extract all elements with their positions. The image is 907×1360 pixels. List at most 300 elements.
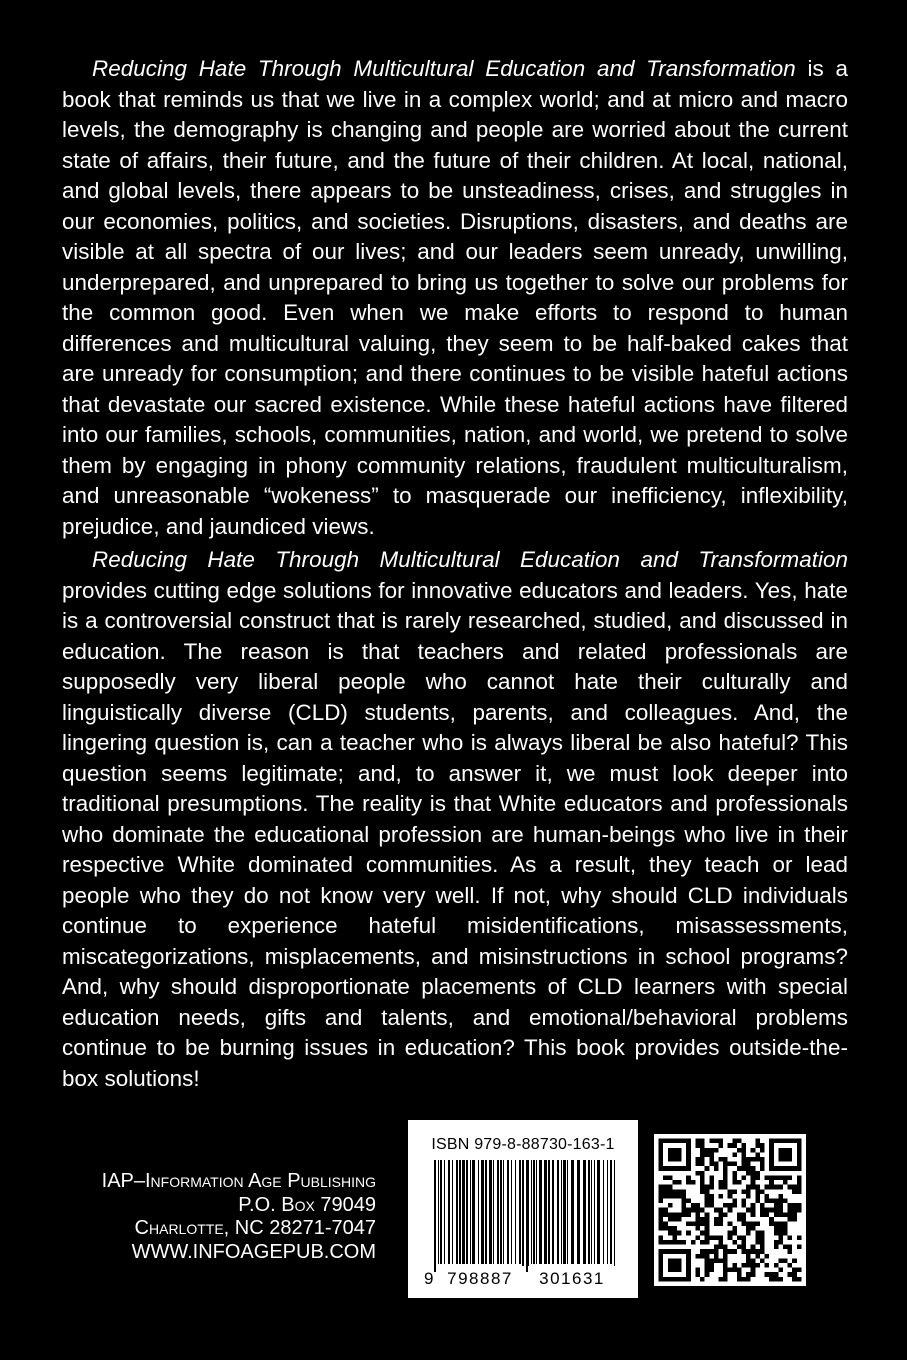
qr-module — [709, 1175, 714, 1180]
qr-module — [709, 1148, 714, 1153]
qr-module — [751, 1208, 756, 1213]
qr-module — [751, 1175, 756, 1180]
qr-module — [778, 1203, 783, 1208]
qr-module — [695, 1226, 700, 1231]
qr-module — [742, 1245, 747, 1250]
qr-module — [746, 1263, 751, 1268]
qr-module — [705, 1194, 710, 1199]
barcode-bar — [515, 1160, 516, 1264]
qr-module — [700, 1148, 705, 1153]
qr-module — [737, 1277, 742, 1282]
qr-module — [783, 1180, 788, 1185]
barcode-bar — [557, 1160, 559, 1264]
qr-module — [672, 1180, 677, 1185]
qr-module — [695, 1143, 700, 1148]
qr-module — [755, 1152, 760, 1157]
qr-module — [691, 1222, 696, 1227]
barcode-bar — [614, 1160, 615, 1272]
qr-module — [755, 1157, 760, 1162]
qr-module — [672, 1212, 677, 1217]
qr-module — [659, 1194, 664, 1199]
qr-module — [742, 1175, 747, 1180]
qr-module — [774, 1263, 779, 1268]
qr-module — [746, 1189, 751, 1194]
qr-module — [751, 1157, 756, 1162]
qr-module — [778, 1198, 783, 1203]
qr-module — [682, 1208, 687, 1213]
qr-module — [728, 1203, 733, 1208]
qr-module — [659, 1217, 664, 1222]
qr-module — [774, 1208, 779, 1213]
barcode-bar — [539, 1160, 542, 1264]
qr-module — [723, 1268, 728, 1273]
qr-module — [751, 1263, 756, 1268]
qr-module — [732, 1171, 737, 1176]
qr-module — [769, 1277, 774, 1282]
qr-module — [783, 1222, 788, 1227]
qr-module — [797, 1189, 802, 1194]
qr-module — [668, 1231, 673, 1236]
qr-module — [668, 1203, 673, 1208]
qr-module — [769, 1175, 774, 1180]
qr-module — [765, 1208, 770, 1213]
qr-module — [746, 1166, 751, 1171]
qr-module — [732, 1203, 737, 1208]
qr-module — [797, 1235, 802, 1240]
qr-module — [723, 1175, 728, 1180]
barcode-digits-right: 301631 — [539, 1269, 605, 1288]
qr-module — [709, 1263, 714, 1268]
qr-module — [732, 1268, 737, 1273]
qr-module — [792, 1203, 797, 1208]
qr-module — [700, 1175, 705, 1180]
barcode-digits-left: 798887 — [447, 1269, 513, 1288]
qr-module — [718, 1180, 723, 1185]
qr-module — [760, 1203, 765, 1208]
publisher-name: IAP–Information Age Publishing — [101, 1170, 376, 1192]
barcode-bar — [531, 1160, 532, 1264]
qr-module — [705, 1258, 710, 1263]
qr-module — [737, 1180, 742, 1185]
blurb-text — [62, 54, 848, 1094]
qr-module — [760, 1245, 765, 1250]
qr-module — [737, 1235, 742, 1240]
qr-module — [728, 1222, 733, 1227]
qr-module — [677, 1240, 682, 1245]
qr-module — [705, 1222, 710, 1227]
qr-module — [788, 1245, 793, 1250]
qr-module — [695, 1254, 700, 1259]
barcode-bar — [526, 1160, 529, 1272]
qr-module — [737, 1166, 742, 1171]
qr-module — [714, 1258, 719, 1263]
qr-module — [691, 1240, 696, 1245]
barcode-bar — [594, 1160, 595, 1264]
qr-module — [797, 1185, 802, 1190]
publisher-address — [102, 1170, 376, 1264]
qr-module — [760, 1258, 765, 1263]
isbn-barcode-icon — [420, 1160, 626, 1288]
qr-module — [746, 1157, 751, 1162]
qr-module — [718, 1212, 723, 1217]
barcode-bar — [481, 1160, 484, 1264]
qr-module — [742, 1166, 747, 1171]
qr-module — [723, 1272, 728, 1277]
qr-module — [695, 1162, 700, 1167]
qr-module — [778, 1212, 783, 1217]
qr-module — [746, 1162, 751, 1167]
barcode-bar — [588, 1160, 590, 1264]
qr-module — [765, 1175, 770, 1180]
qr-module — [705, 1198, 710, 1203]
qr-module — [742, 1212, 747, 1217]
qr-module — [728, 1235, 733, 1240]
qr-module — [691, 1203, 696, 1208]
qr-module — [755, 1263, 760, 1268]
qr-module — [778, 1148, 792, 1162]
qr-module — [659, 1189, 664, 1194]
qr-module — [792, 1185, 797, 1190]
qr-module — [742, 1148, 747, 1153]
qr-module — [700, 1254, 705, 1259]
qr-module — [751, 1171, 756, 1176]
barcode-bar — [440, 1160, 442, 1264]
qr-module — [751, 1148, 756, 1153]
qr-module — [723, 1171, 728, 1176]
qr-module — [769, 1208, 774, 1213]
qr-module — [700, 1189, 705, 1194]
barcode-bar — [533, 1160, 535, 1264]
qr-module — [737, 1217, 742, 1222]
qr-module — [695, 1272, 700, 1277]
barcode-bar — [434, 1160, 436, 1272]
qr-module — [695, 1139, 700, 1144]
qr-module — [659, 1235, 664, 1240]
qr-module — [700, 1240, 705, 1245]
qr-module — [732, 1198, 737, 1203]
qr-module — [760, 1148, 765, 1153]
qr-module — [778, 1240, 783, 1245]
qr-module — [723, 1166, 728, 1171]
barcode-bar — [466, 1160, 468, 1264]
qr-module — [663, 1185, 668, 1190]
qr-module — [732, 1240, 737, 1245]
qr-module — [700, 1162, 705, 1167]
qr-module — [714, 1222, 719, 1227]
qr-module — [668, 1194, 673, 1199]
qr-module — [705, 1254, 710, 1259]
qr-module — [732, 1231, 737, 1236]
qr-module — [797, 1139, 802, 1171]
qr-module — [682, 1240, 687, 1245]
publisher-po-box: P.O. Box 79049 — [238, 1193, 376, 1216]
barcode-bar — [472, 1160, 475, 1264]
qr-module — [778, 1208, 783, 1213]
qr-module — [774, 1198, 779, 1203]
barcode-digit-first: 9 — [424, 1269, 434, 1288]
qr-module — [714, 1217, 719, 1222]
qr-module — [659, 1249, 691, 1254]
isbn-label: ISBN 979-8-88730-163-1 — [431, 1136, 615, 1153]
qr-module — [723, 1180, 728, 1185]
qr-module — [728, 1189, 733, 1194]
barcode-bar — [552, 1160, 554, 1264]
qr-module — [746, 1185, 751, 1190]
qr-module — [723, 1185, 728, 1190]
qr-module — [672, 1194, 677, 1199]
qr-module — [778, 1226, 783, 1231]
qr-module — [705, 1249, 710, 1254]
qr-module — [742, 1152, 747, 1157]
qr-module — [714, 1208, 719, 1213]
qr-module — [769, 1272, 774, 1277]
qr-module — [755, 1185, 760, 1190]
qr-module — [778, 1268, 783, 1273]
qr-module — [663, 1240, 668, 1245]
qr-module — [695, 1203, 700, 1208]
qr-module — [797, 1208, 802, 1213]
qr-module — [732, 1263, 737, 1268]
qr-module — [769, 1139, 801, 1144]
qr-module — [751, 1203, 756, 1208]
qr-module — [714, 1139, 719, 1144]
qr-module — [797, 1268, 802, 1273]
qr-module — [686, 1139, 691, 1171]
qr-module — [792, 1268, 797, 1273]
barcode-bar — [577, 1160, 580, 1264]
qr-module — [751, 1180, 756, 1185]
qr-module — [728, 1268, 733, 1273]
publisher-city: Charlotte, NC 28271-7047 — [134, 1217, 376, 1239]
qr-module — [755, 1198, 760, 1203]
qr-module — [788, 1185, 793, 1190]
qr-module — [778, 1175, 783, 1180]
qr-module — [732, 1143, 737, 1148]
qr-module — [705, 1226, 710, 1231]
qr-module — [732, 1180, 737, 1185]
qr-module — [709, 1258, 714, 1263]
qr-module — [751, 1272, 756, 1277]
qr-module — [746, 1254, 751, 1259]
qr-module — [797, 1277, 802, 1282]
qr-module — [751, 1249, 756, 1254]
qr-module — [728, 1249, 733, 1254]
barcode-bar — [561, 1160, 562, 1264]
qr-module — [682, 1212, 687, 1217]
qr-module — [765, 1198, 770, 1203]
qr-module — [797, 1180, 802, 1185]
qr-module — [718, 1139, 723, 1144]
qr-module — [709, 1198, 714, 1203]
qr-module — [714, 1254, 719, 1259]
qr-module — [746, 1171, 751, 1176]
qr-module — [792, 1277, 797, 1282]
qr-module — [751, 1268, 756, 1273]
qr-module — [682, 1189, 687, 1194]
qr-module — [760, 1143, 765, 1148]
qr-module — [732, 1226, 737, 1231]
qr-module — [751, 1226, 756, 1231]
barcode-bar — [522, 1160, 524, 1272]
qr-module — [668, 1185, 673, 1190]
qr-module — [705, 1263, 710, 1268]
qr-module — [659, 1249, 664, 1281]
qr-module — [746, 1231, 751, 1236]
qr-module — [728, 1143, 733, 1148]
qr-module — [760, 1231, 765, 1236]
qr-module — [732, 1152, 737, 1157]
qr-module — [686, 1180, 691, 1185]
qr-module — [778, 1222, 783, 1227]
qr-module — [751, 1185, 756, 1190]
qr-module — [737, 1148, 742, 1153]
book-title-italic: Reducing Hate Through Multicultural Education and Transformation — [92, 547, 848, 572]
book-title-italic: Reducing Hate Through Multicultural Education and Transformation — [92, 56, 796, 81]
qr-module — [742, 1263, 747, 1268]
qr-module — [663, 1212, 668, 1217]
barcode-bar — [500, 1160, 502, 1264]
qr-module — [788, 1203, 793, 1208]
qr-module — [672, 1217, 677, 1222]
qr-module — [695, 1157, 700, 1162]
barcode-bar — [610, 1160, 612, 1264]
qr-module — [682, 1194, 687, 1199]
qr-module — [774, 1245, 779, 1250]
qr-module — [755, 1175, 760, 1180]
qr-module — [788, 1217, 793, 1222]
qr-module — [672, 1189, 677, 1194]
barcode-bar — [548, 1160, 550, 1264]
qr-module — [686, 1175, 691, 1180]
qr-module — [778, 1258, 783, 1263]
qr-module — [797, 1175, 802, 1180]
qr-module — [746, 1194, 751, 1199]
qr-module — [677, 1180, 682, 1185]
qr-module — [682, 1203, 687, 1208]
qr-module — [677, 1217, 682, 1222]
barcode-bar — [583, 1160, 586, 1264]
qr-module — [714, 1162, 719, 1167]
qr-module — [755, 1139, 760, 1144]
qr-module — [709, 1249, 714, 1254]
qr-module — [765, 1212, 770, 1217]
qr-module — [723, 1277, 728, 1282]
qr-module — [755, 1189, 760, 1194]
qr-module — [700, 1277, 705, 1282]
qr-module — [769, 1198, 774, 1203]
qr-module — [700, 1217, 705, 1222]
qr-module — [755, 1143, 760, 1148]
qr-module — [709, 1180, 714, 1185]
qr-module — [659, 1240, 664, 1245]
qr-module — [695, 1268, 700, 1273]
barcode-bar — [497, 1160, 499, 1264]
qr-module — [760, 1162, 765, 1167]
qr-module — [751, 1245, 756, 1250]
qr-module — [677, 1194, 682, 1199]
qr-module — [783, 1198, 788, 1203]
qr-module — [788, 1272, 793, 1277]
qr-module — [700, 1143, 705, 1148]
publisher-website: WWW.INFOAGEPUB.COM — [131, 1240, 376, 1263]
qr-module — [760, 1235, 765, 1240]
qr-module — [695, 1217, 700, 1222]
qr-module — [788, 1249, 793, 1254]
qr-module — [742, 1222, 747, 1227]
qr-module — [751, 1258, 756, 1263]
blurb-paragraph-2 — [62, 545, 848, 1094]
qr-module — [765, 1254, 770, 1259]
qr-module — [774, 1231, 779, 1236]
qr-module — [659, 1222, 664, 1227]
qr-module — [746, 1249, 751, 1254]
qr-module — [723, 1263, 728, 1268]
barcode-bar — [493, 1160, 494, 1264]
qr-module — [751, 1166, 756, 1171]
qr-module — [700, 1180, 705, 1185]
barcode-bar — [456, 1160, 458, 1264]
qr-module — [723, 1258, 728, 1263]
qr-module — [769, 1139, 774, 1171]
qr-module — [659, 1139, 691, 1144]
qr-module — [788, 1175, 793, 1180]
qr-module — [686, 1208, 691, 1213]
qr-module — [765, 1194, 770, 1199]
qr-module — [737, 1268, 742, 1273]
qr-module — [760, 1157, 765, 1162]
qr-module — [792, 1212, 797, 1217]
qr-module — [714, 1148, 719, 1153]
qr-module — [783, 1226, 788, 1231]
qr-module — [718, 1258, 723, 1263]
qr-module — [765, 1263, 770, 1268]
qr-module — [742, 1235, 747, 1240]
barcode-bar — [597, 1160, 600, 1264]
qr-module — [718, 1245, 723, 1250]
barcode-bar — [448, 1160, 450, 1264]
qr-module — [659, 1198, 664, 1203]
qr-module — [659, 1185, 664, 1190]
qr-module — [705, 1203, 710, 1208]
qr-module — [663, 1208, 668, 1213]
qr-module — [774, 1185, 779, 1190]
qr-module — [774, 1240, 779, 1245]
qr-module — [672, 1240, 677, 1245]
qr-module — [792, 1208, 797, 1213]
barcode-bar — [567, 1160, 568, 1264]
barcode-bar — [489, 1160, 492, 1264]
qr-module — [718, 1235, 723, 1240]
qr-module — [668, 1212, 673, 1217]
qr-module — [742, 1277, 747, 1282]
qr-module — [751, 1222, 756, 1227]
qr-module — [705, 1268, 710, 1273]
barcode-bar — [459, 1160, 461, 1264]
qr-module — [728, 1208, 733, 1213]
qr-module — [663, 1194, 668, 1199]
qr-module — [774, 1226, 779, 1231]
qr-module — [668, 1148, 682, 1162]
qr-module — [737, 1139, 742, 1144]
qr-module — [705, 1240, 710, 1245]
qr-module — [705, 1212, 710, 1217]
qr-module — [774, 1277, 779, 1282]
qr-module — [714, 1166, 719, 1171]
qr-module — [668, 1217, 673, 1222]
qr-module — [700, 1157, 705, 1162]
qr-module — [723, 1203, 728, 1208]
qr-module — [659, 1212, 664, 1217]
